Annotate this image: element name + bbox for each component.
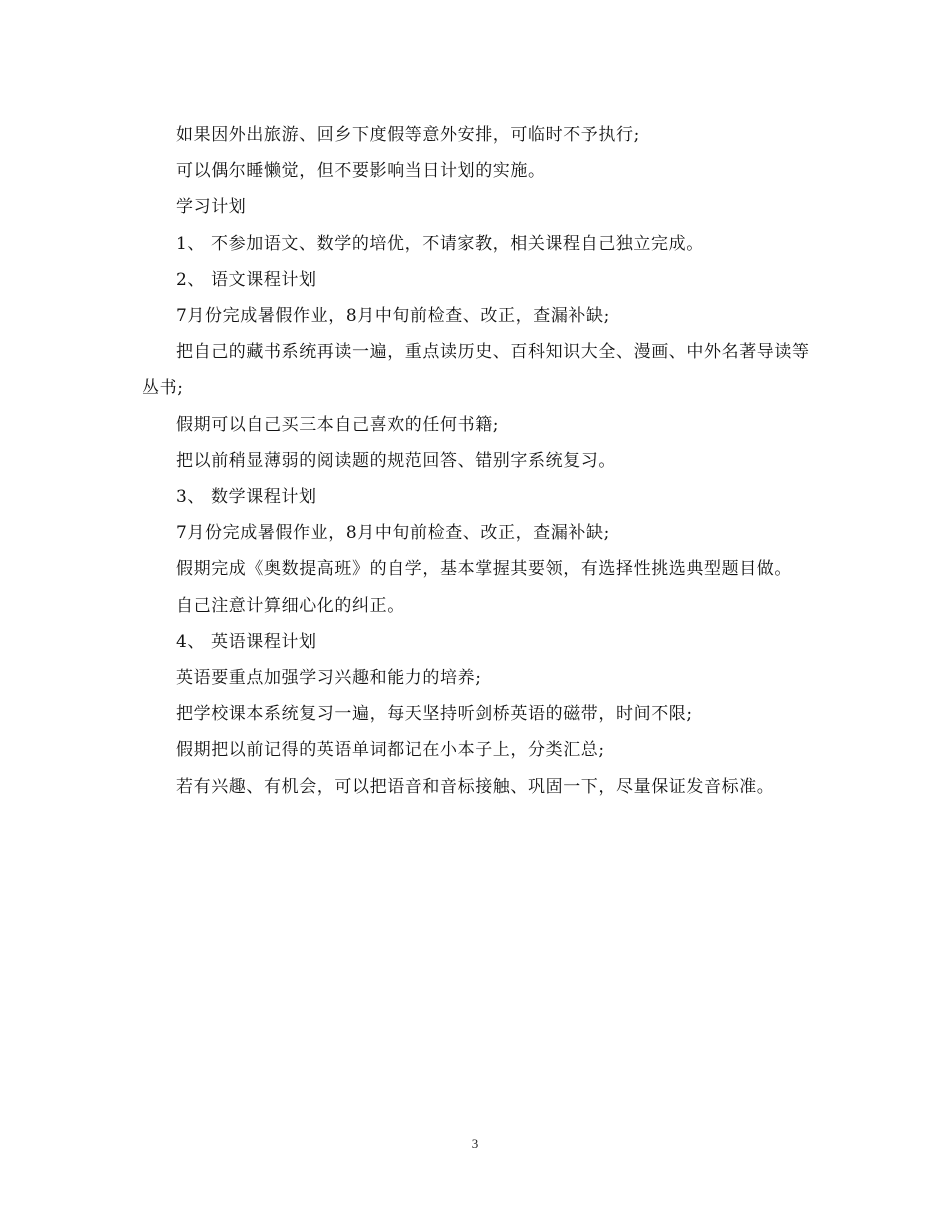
section-heading: 4、 英语课程计划	[176, 631, 317, 652]
paragraph: 把学校课本系统复习一遍，每天坚持听剑桥英语的磁带，时间不限;	[176, 704, 693, 725]
paragraph: 7月份完成暑假作业，8月中旬前检查、改正，查漏补缺;	[176, 306, 610, 327]
paragraph: 若有兴趣、有机会，可以把语音和音标接触、巩固一下，尽量保证发音标准。	[176, 776, 775, 797]
paragraph: 把以前稍显薄弱的阅读题的规范回答、错别字系统复习。	[176, 450, 616, 471]
section-heading: 2、 语文课程计划	[176, 269, 317, 290]
paragraph: 英语要重点加强学习兴趣和能力的培养;	[176, 668, 482, 689]
paragraph: 自己注意计算细心化的纠正。	[176, 595, 405, 616]
section-heading: 3、 数学课程计划	[176, 487, 317, 508]
paragraph: 7月份完成暑假作业，8月中旬前检查、改正，查漏补缺;	[176, 523, 610, 544]
list-item: 1、 不参加语文、数学的培优，不请家教，相关课程自己独立完成。	[176, 233, 704, 254]
paragraph: 假期完成《奥数提高班》的自学，基本掌握其要领，有选择性挑选典型题目做。	[176, 559, 792, 580]
paragraph: 假期把以前记得的英语单词都记在小本子上，分类汇总;	[176, 740, 605, 761]
document-body	[142, 117, 810, 805]
paragraph: 如果因外出旅游、回乡下度假等意外安排，可临时不予执行;	[176, 125, 640, 145]
section-heading: 学习计划	[176, 197, 247, 218]
paragraph: 假期可以自己买三本自己喜欢的任何书籍;	[176, 414, 500, 435]
paragraph: 可以偶尔睡懒觉，但不要影响当日计划的实施。	[176, 161, 546, 182]
paragraph: 把自己的藏书系统再读一遍，重点读历史、百科知识大全、漫画、中外名著导读等丛书;	[142, 342, 810, 399]
page-number: 3	[471, 1136, 479, 1151]
